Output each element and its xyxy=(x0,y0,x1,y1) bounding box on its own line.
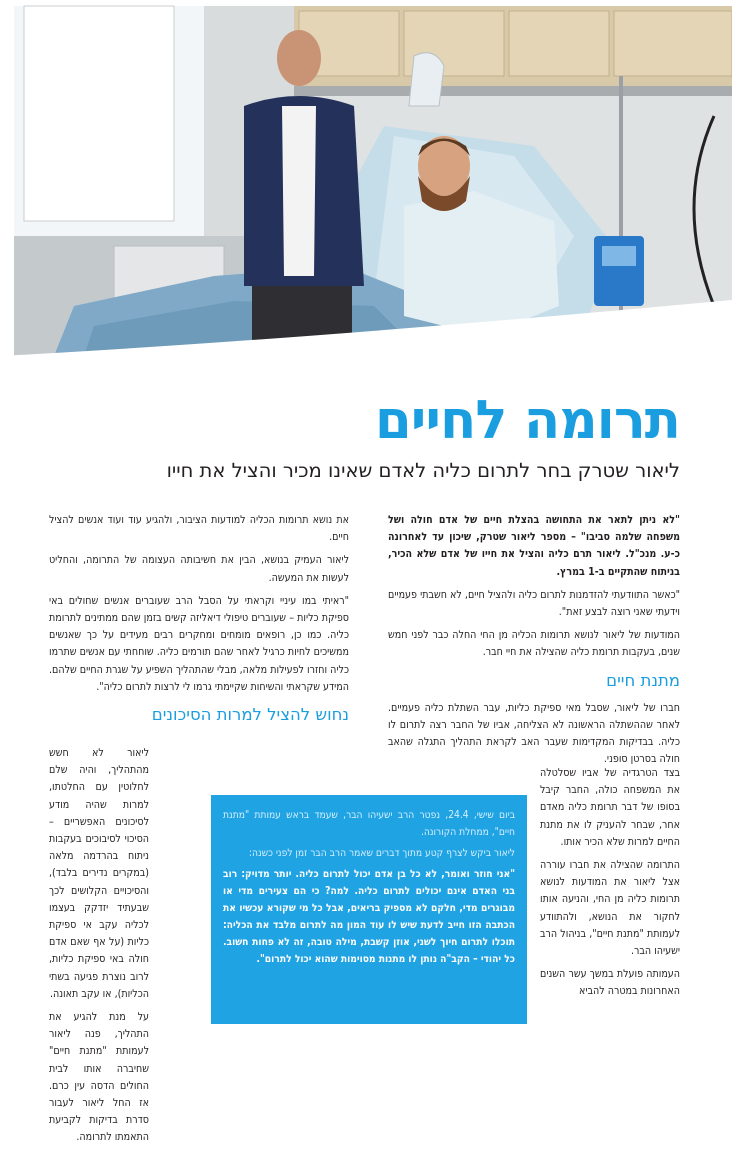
right-narrow-column xyxy=(540,765,680,1007)
left-column xyxy=(49,512,349,734)
paragraph: על מנת להגיע את התהליך, פנה ליאור לעמותת "מתנת חיים" שחיברה אותו לבית החולים הדסה עין כרם. אז החל ליאור לעבור סדרת בדיקות לקביעת התאמתו לתרומה. xyxy=(49,1011,149,1144)
memorial-box xyxy=(211,795,527,1024)
paragraph: התרומה שהצילה את חברו עוררה אצל ליאור את המודעות לנושא תרומות כליה מן החי, והניעה אותו לחקור את הנושא, ולהתוודע לעמותת "מתנת חיים", בניהול הרב ישעיהו הבר. xyxy=(540,859,680,958)
box-paragraph: ליאור ביקש לצרף קטע מתוך דברים שאמר הרב הבר זמן לפני כשנה: xyxy=(248,848,515,859)
paragraph: בצד הטרגדיה של אביו שסלטלה את המשפחה כולה, החבר קיבל בסופו של דבר תרומת כליה מאדם אחר, שבחר להעניק לו את מתנת החיים למרות שלא הכיר אותו. xyxy=(540,767,680,848)
paragraph: העמותה פועלת במשך עשר השנים האחרונות במטרה להביא xyxy=(540,968,680,998)
right-column xyxy=(388,512,680,774)
paragraph: "כאשר התוודעתי להזדמנות לתרום כליה ולהציל חיים, לא חשבתי פעמיים וידעתי שאני רוצה לבצע זאת". xyxy=(388,588,680,619)
article-title: תרומה לחיים xyxy=(374,390,680,451)
box-quote: "אני חוזר ואומר, לא כל בן אדם יכול לתרום כליה. יותר מדויק: רוב בני האדם אינם יכולים לתרום כליה. למה? כי הם צעירים מדי או מבוגרים מדי, חלקם לא מספיק בריאים, אבל כל מי שקורא עכשיו את הכתבה הזו חייב לדעת שיש לו עוד המון מה לתרום מלבד את הכליה: תוכלו לתרום חיוך לשני, אוזן קשבת, מילה טובה, זה לא פחות חשוב. כל יהודי – הקב"ה נותן לו מתנות מסוימות שהוא יכול לתרום". xyxy=(223,869,515,965)
section-heading: מתנת חיים xyxy=(606,670,680,690)
box-paragraph: ביום שישי, 24.4, נפטר הרב ישעיהו הבר, שעמד בראש עמותת "מתנת חיים", ממחלת הקורונה. xyxy=(223,810,515,838)
decorative-sweep xyxy=(0,300,732,390)
paragraph: את נושא תרומות הכליה למודעות הציבור, ולהגיע עוד ועוד אנשים להציל חיים. xyxy=(49,514,349,544)
paragraph: חברו של ליאור, שסבל מאי ספיקת כליות, עבר השתלת כליה פעמיים. לאחר שההשתלה הראשונה לא הצליחה, אביו של החבר רצה לתרום לו כליה. בבדיקות המקדימות שעבר האב לקראת התהליך התגלה שהאב חולה בסרטן סופני. xyxy=(388,701,680,766)
article-subtitle: ליאור שטרק בחר לתרום כליה לאדם שאינו מכיר והציל את חייו xyxy=(166,459,680,482)
paragraph: ליאור העמיק בנושא, הבין את חשיבותה העצומה של התרומה, והחליט לעשות את המעשה. xyxy=(49,554,349,584)
section-heading: נחוש להציל למרות הסיכונים xyxy=(151,705,349,725)
left-narrow-column xyxy=(49,745,149,1153)
paragraph: ליאור לא חשש מהתהליך, והיה שלם לחלוטין עם החלטתו, למרות שהיה מודע לסיכונים האפשריים – הסיכוי לסיבוכים בעקבות ניתוח בהרדמה מלאה (במקרים נדירים בלבד), והסיכויים הקלושים לכך שבעתיד יזדקק בעצמו לכליה עקב אי ספיקת כליות (על אף שאם אדם חולה באי ספיקת כליות, לרוב נוצרת פגיעה בשתי הכליות), או עקב תאונה. xyxy=(49,747,149,1000)
paragraph: המודעות של ליאור לנושא תרומות הכליה מן החי החלה כבר לפני חמש שנים, בעקבות תרומת כליה שהצילה את חיי חבר. xyxy=(388,629,680,659)
intro-paragraph: "לא ניתן לתאר את התחושה בהצלת חיים של אדם חולה ושל משפחה שלמה סביבו" – מספר ליאור שטרק, שיכון עד לאחרונה כ-ע. מנכ"ל. ליאור תרם כליה והציל את חייו של אדם שלא הכיר, בניתוח שהתקיים ב-1 במרץ. xyxy=(388,514,680,578)
paragraph: "ראיתי במו עיניי וקראתי על הסבל הרב שעוברים אנשים שחולים באי ספיקת כליות – שעוברים טיפולי דיאליזה קשים בזמן שהם ממתינים לתרומת כליה. כמו כן, רופאים מומחים ומחקרים רבים מעידים על כך שאנשים ממשיכים לחיות כרגיל לאחר שהם תורמים כליה. שוחחתי עם אנשים שתרמו כליה וחזרו לפעילות מלאה, מבלי שהתהליך השפיע על שגרת החיים שלהם. המידע שקראתי והשיחות שקיימתי גרמו לי לרצות לתרום כליה". xyxy=(49,594,349,693)
